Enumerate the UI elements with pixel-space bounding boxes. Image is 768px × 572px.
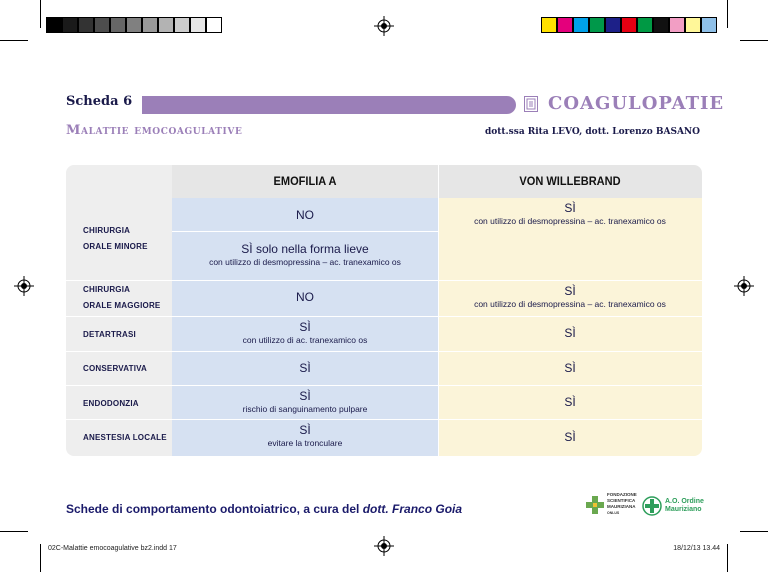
cross-logo-icon — [642, 496, 662, 516]
color-swatch — [142, 17, 158, 33]
color-swatch — [573, 17, 589, 33]
color-swatch — [557, 17, 573, 33]
cmyk-color-bar — [541, 17, 717, 33]
header-accent-bar — [142, 96, 516, 114]
header-emofilia-a: EMOFILIA A — [273, 174, 337, 188]
crop-mark — [740, 531, 768, 532]
ao-ordine-mauriziano-logo — [642, 494, 708, 518]
row-label-conservativa: CONSERVATIVA — [83, 364, 148, 373]
row-label-endodonzia: ENDODONZIA — [83, 399, 139, 408]
cell-value: SÌ — [299, 389, 311, 403]
row-label-line: ORALE MINORE — [83, 242, 148, 251]
cell-value: SÌ — [564, 284, 576, 298]
row-label-chirurgia-orale-maggiore — [66, 282, 172, 314]
color-swatch — [605, 17, 621, 33]
footer-credit — [66, 502, 462, 516]
header-von-willebrand: VON WILLEBRAND — [519, 174, 621, 188]
crop-mark — [740, 40, 768, 41]
crop-mark — [40, 0, 41, 28]
cell-maggiore-vwd — [438, 284, 702, 310]
logo-line: MAURIZIANA — [607, 504, 636, 509]
color-swatch — [701, 17, 717, 33]
color-swatch — [158, 17, 174, 33]
registration-target-icon — [734, 276, 754, 296]
cell-detartrasi-emofilia — [172, 320, 438, 346]
cell-note: con utilizzo di desmopressina – ac. tranexamico os — [474, 216, 666, 226]
color-swatch — [110, 17, 126, 33]
row-divider — [66, 419, 702, 420]
row-divider — [66, 316, 702, 317]
crop-mark — [727, 544, 728, 572]
row-label-line: CHIRURGIA — [83, 226, 131, 235]
color-swatch — [685, 17, 701, 33]
row-divider — [66, 280, 702, 281]
cell-note: con utilizzo di desmopressina – ac. tranexamico os — [474, 299, 666, 309]
cell-anestesia-vwd: SÌ — [564, 430, 576, 444]
cell-minore-vwd — [438, 201, 702, 227]
color-swatch — [589, 17, 605, 33]
gray-color-bar — [46, 17, 222, 33]
cell-conservativa-emofilia: SÌ — [299, 361, 311, 375]
row-label-line: ORALE MAGGIORE — [83, 301, 161, 310]
color-swatch — [46, 17, 62, 33]
color-swatch — [653, 17, 669, 33]
row-label-detartrasi: DETARTRASI — [83, 330, 136, 339]
cell-maggiore-emofilia: NO — [296, 290, 314, 304]
cell-note: con utilizzo di ac. tranexamico os — [242, 335, 368, 345]
row-divider — [66, 385, 702, 386]
registration-target-icon — [374, 16, 394, 36]
cell-minore-emofilia-no: NO — [296, 208, 314, 222]
color-swatch — [126, 17, 142, 33]
logo-line: SCIENTIFICA — [607, 498, 636, 503]
coagulopathy-table — [66, 165, 702, 456]
date-slug: 18/12/13 13.44 — [673, 545, 720, 552]
authors-line: dott.ssa Rita LEVO, dott. Lorenzo BASANO — [484, 127, 700, 137]
crop-mark — [0, 531, 28, 532]
crop-mark — [40, 544, 41, 572]
logo-line: A.O. Ordine — [665, 498, 704, 505]
cell-anestesia-emofilia — [172, 423, 438, 449]
color-swatch — [206, 17, 222, 33]
cell-value: SÌ — [299, 423, 311, 437]
color-swatch — [621, 17, 637, 33]
color-swatch — [94, 17, 110, 33]
cell-minore-emofilia-lieve — [172, 242, 438, 268]
row-label-line: CHIRURGIA — [83, 285, 131, 294]
color-swatch — [190, 17, 206, 33]
logo-line: Mauriziano — [665, 506, 702, 513]
color-swatch — [669, 17, 685, 33]
row-divider — [172, 231, 438, 232]
cell-value: SÌ solo nella forma lieve — [241, 242, 369, 256]
footer-credit-prefix: Schede di comportamento odontoiatrico, a cura del — [66, 502, 363, 516]
color-swatch — [541, 17, 557, 33]
registration-target-icon — [14, 276, 34, 296]
row-label-anestesia-locale: ANESTESIA LOCALE — [83, 433, 167, 442]
crop-mark — [727, 0, 728, 28]
cell-detartrasi-vwd: SÌ — [564, 326, 576, 340]
logo-line: ONLUS — [607, 511, 620, 515]
footer-credit-author: dott. Franco Goia — [362, 502, 463, 516]
cross-logo-icon — [586, 496, 604, 514]
scheda-number: Scheda 6 — [66, 94, 133, 109]
cell-conservativa-vwd: SÌ — [564, 361, 576, 375]
row-divider — [66, 351, 702, 352]
cell-note: evitare la tronculare — [267, 438, 343, 448]
cell-note: con utilizzo di desmopressina – ac. tranexamico os — [209, 257, 401, 267]
fondazione-mauriziana-logo — [586, 492, 636, 520]
cell-note: rischio di sanguinamento pulpare — [242, 404, 368, 414]
file-slug: 02C-Malattie emocoagulative bz2.indd 17 — [48, 545, 177, 552]
document-icon — [524, 96, 538, 112]
color-swatch — [637, 17, 653, 33]
registration-target-icon — [374, 536, 394, 556]
color-swatch — [62, 17, 78, 33]
row-label-chirurgia-orale-minore — [66, 223, 172, 255]
page-subtitle: Malattie emocoagulative — [66, 123, 243, 138]
cell-endodonzia-emofilia — [172, 389, 438, 415]
cell-value: SÌ — [564, 201, 576, 215]
color-swatch — [78, 17, 94, 33]
cell-endodonzia-vwd: SÌ — [564, 395, 576, 409]
logo-line: FONDAZIONE — [607, 492, 637, 497]
crop-mark — [0, 40, 28, 41]
color-swatch — [174, 17, 190, 33]
cell-value: SÌ — [299, 320, 311, 334]
page-title: COAGULOPATIE — [548, 93, 725, 114]
